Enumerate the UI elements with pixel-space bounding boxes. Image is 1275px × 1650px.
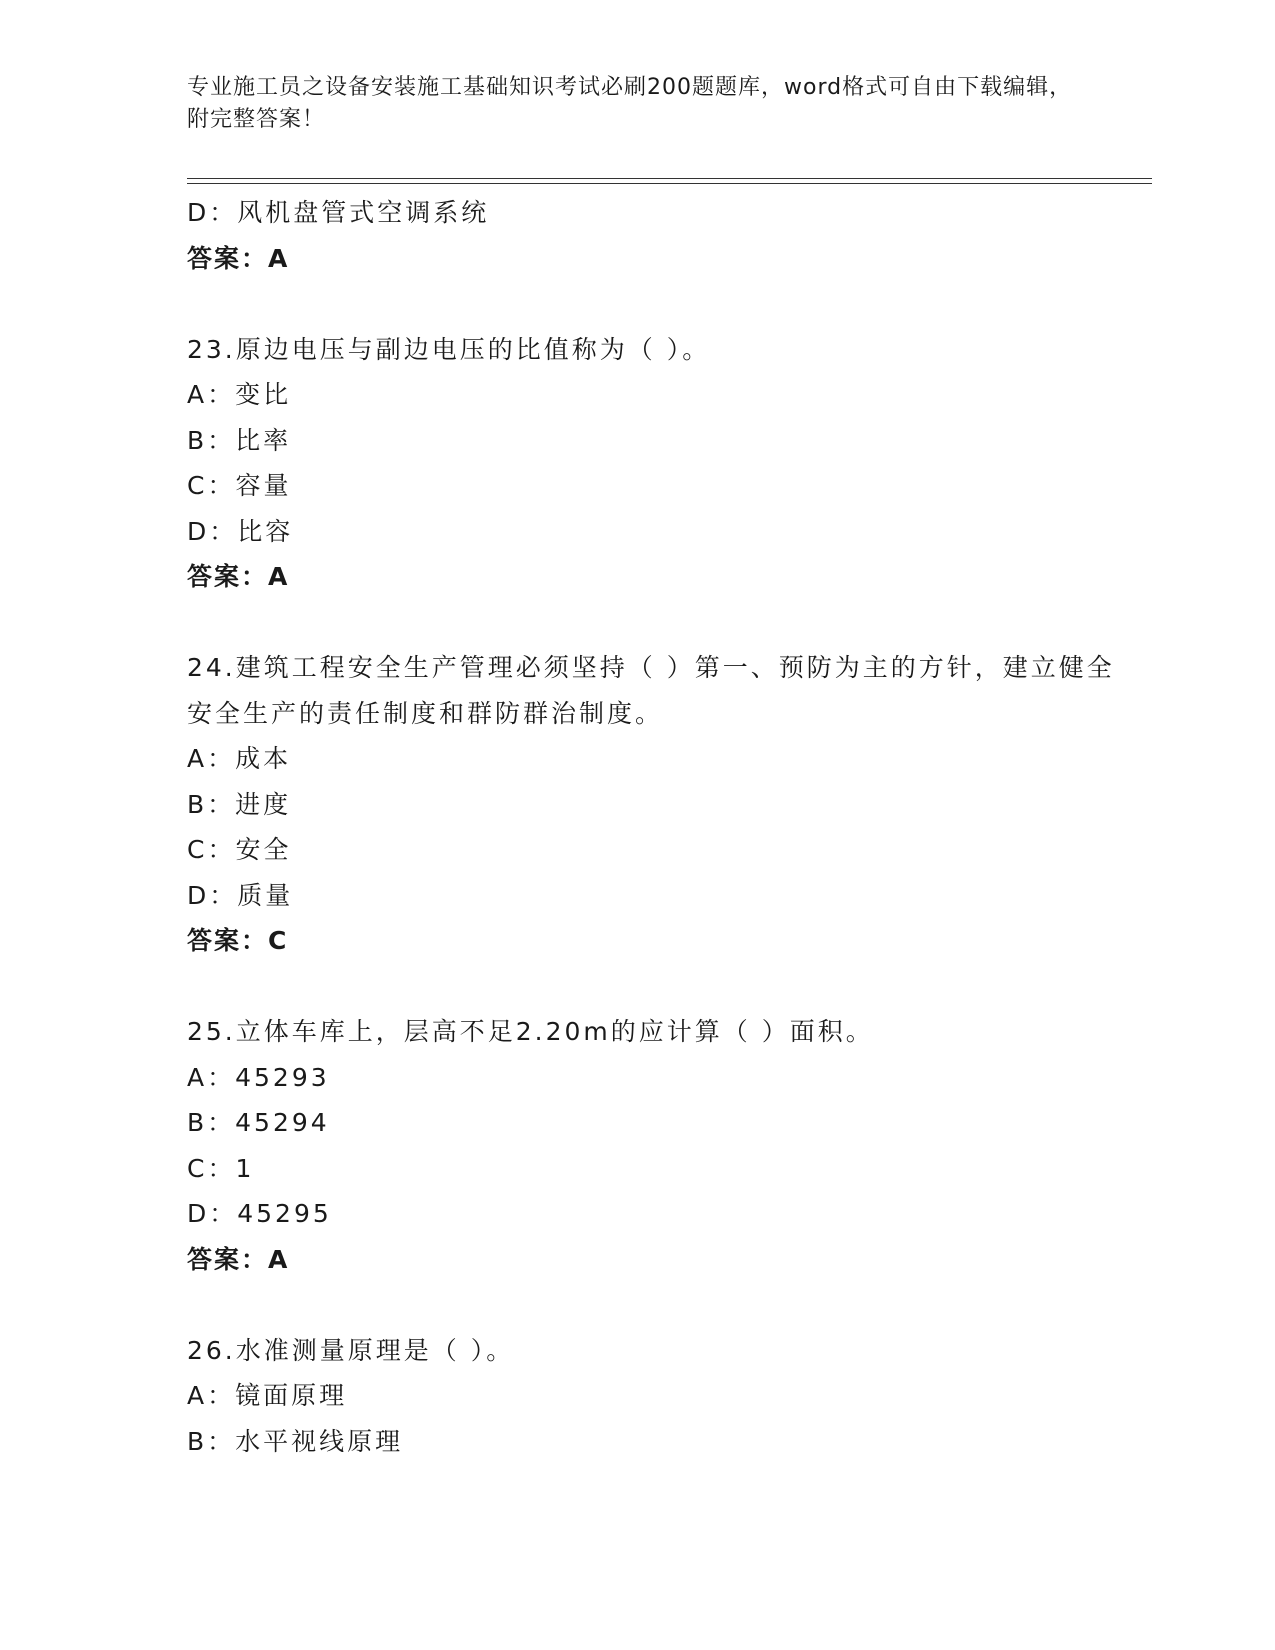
option-c: C：容量	[187, 471, 292, 500]
question-25: 25.立体车库上，层高不足2.20m的应计算（ ）面积。	[187, 1017, 874, 1046]
option-a: A：镜面原理	[187, 1381, 348, 1410]
question-26: 26.水准测量原理是（ ）。	[187, 1335, 515, 1365]
document-header	[187, 72, 1087, 136]
header-rule-top	[187, 178, 1152, 179]
option-d: D：质量	[187, 880, 294, 910]
answer: 答案：C	[187, 926, 289, 955]
option-c: C：安全	[187, 835, 292, 864]
option-c: C：1	[187, 1153, 255, 1183]
answer: 答案：A	[187, 1244, 290, 1274]
option-a: A：成本	[187, 744, 292, 773]
spacer	[187, 600, 1127, 646]
header-text: 专业施工员之设备安装施工基础知识考试必刷200题题库，word格式可自由下载编辑，附完整答案！	[187, 75, 1073, 132]
answer: 答案：A	[187, 562, 290, 591]
option-a: A：45293	[187, 1062, 330, 1092]
option-b: B：比率	[187, 425, 292, 455]
header-rule-bottom	[187, 183, 1152, 184]
option-b: B：进度	[187, 789, 292, 819]
question-24: 24.建筑工程安全生产管理必须坚持（ ）第一、预防为主的方针，建立健全安全生产的责任制度和群防群治制度。	[187, 653, 1115, 728]
question-list	[187, 190, 1127, 1464]
question-23: 23.原边电压与副边电压的比值称为（ ）。	[187, 334, 711, 364]
option-b: B：水平视线原理	[187, 1426, 404, 1456]
spacer	[187, 964, 1127, 1010]
spacer	[187, 1282, 1127, 1328]
option-d: D：风机盘管式空调系统	[187, 198, 490, 227]
option-d: D：比容	[187, 516, 294, 546]
option-d: D：45295	[187, 1199, 332, 1228]
spacer	[187, 281, 1127, 327]
option-b: B：45294	[187, 1108, 330, 1137]
option-a: A：变比	[187, 380, 292, 409]
answer: 答案：A	[187, 243, 290, 273]
